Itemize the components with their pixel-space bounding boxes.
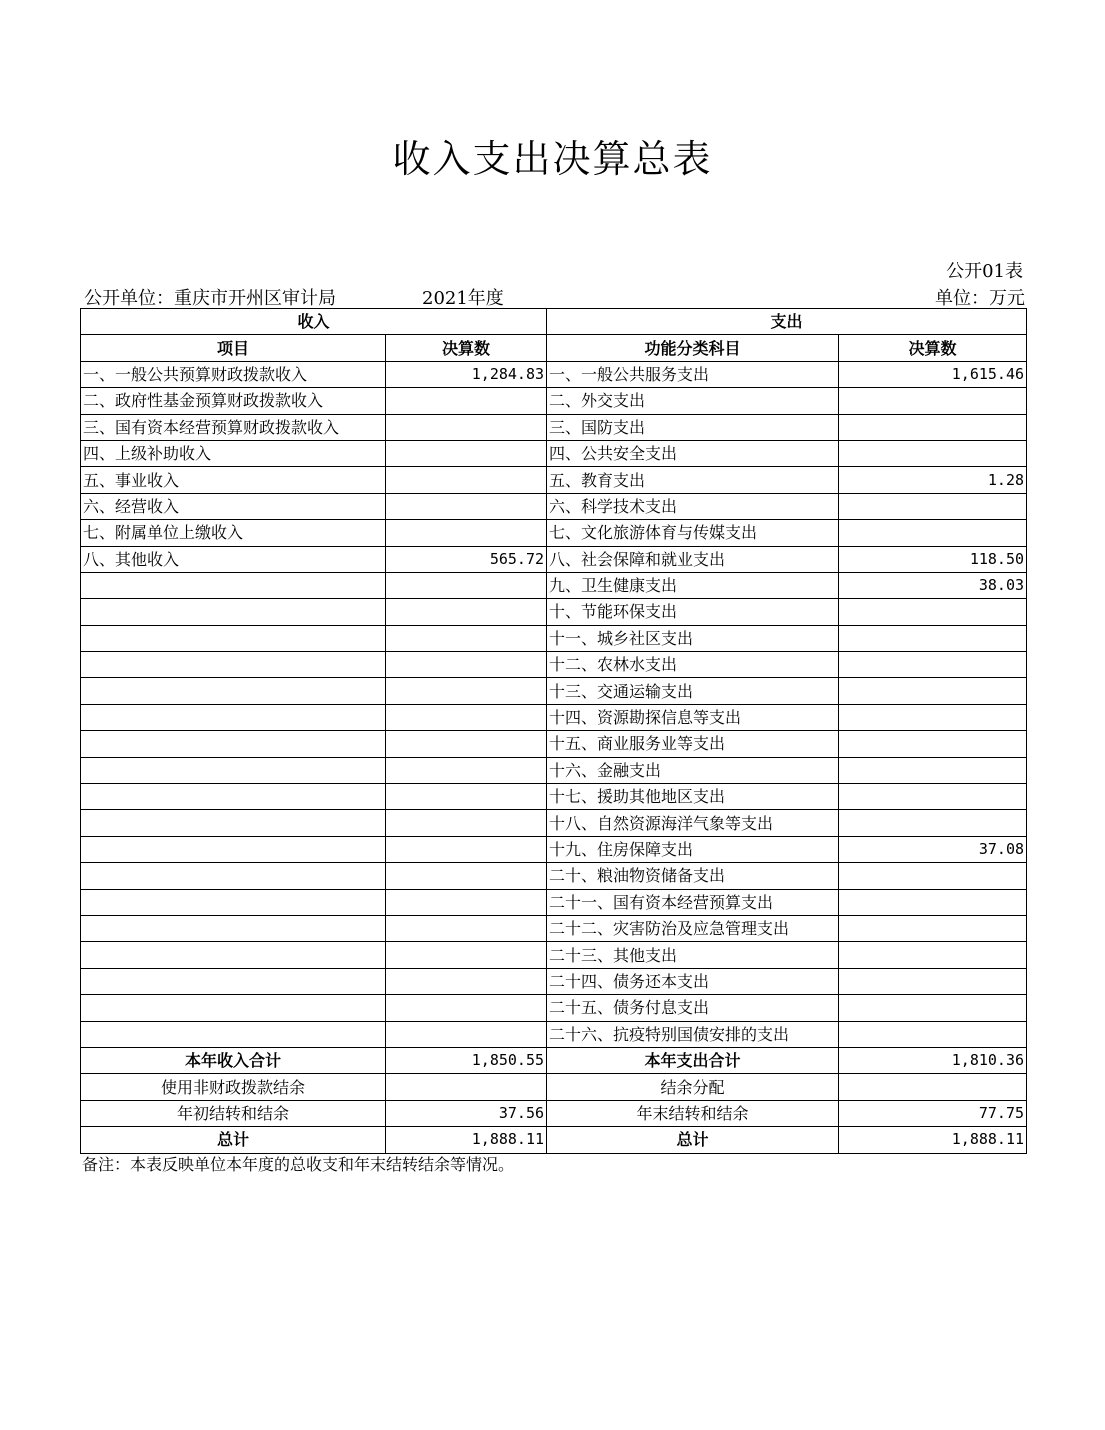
table-row: [81, 810, 1027, 836]
summary-row: [81, 1127, 1027, 1153]
table-row: [81, 493, 1027, 519]
expense-amount: [839, 889, 1027, 915]
header-row-1: [81, 309, 1027, 335]
expense-item: 四、公共安全支出: [547, 440, 839, 466]
expense-amount: [839, 599, 1027, 625]
income-amount: [386, 572, 547, 598]
income-amount: [386, 414, 547, 440]
expense-item: 六、科学技术支出: [547, 493, 839, 519]
income-item: [81, 625, 386, 651]
income-amount: [386, 915, 547, 941]
expense-item: 二十六、抗疫特别国债安排的支出: [547, 1021, 839, 1047]
unit-label: 单位：万元: [935, 288, 1025, 309]
expense-item: 十二、农林水支出: [547, 652, 839, 678]
expense-amount: 1,615.46: [839, 361, 1027, 387]
income-item: 二、政府性基金预算财政拨款收入: [81, 388, 386, 414]
income-amount: [386, 625, 547, 651]
income-item: 三、国有资本经营预算财政拨款收入: [81, 414, 386, 440]
expense-amount: [839, 968, 1027, 994]
income-amount: [386, 599, 547, 625]
expense-amount: [839, 520, 1027, 546]
income-item: [81, 889, 386, 915]
expense-item: 七、文化旅游体育与传媒支出: [547, 520, 839, 546]
expense-item: 十六、金融支出: [547, 757, 839, 783]
income-item: [81, 1021, 386, 1047]
org-name: 公开单位：重庆市开州区审计局: [84, 288, 336, 309]
budget-table: [80, 308, 1027, 1154]
expense-amount: [839, 678, 1027, 704]
summary-income-amount: 37.56: [386, 1100, 547, 1126]
table-row: [81, 757, 1027, 783]
expense-amount: 38.03: [839, 572, 1027, 598]
table-row: [81, 520, 1027, 546]
summary-income-amount: [386, 1074, 547, 1100]
income-amount: 565.72: [386, 546, 547, 572]
income-item: 七、附属单位上缴收入: [81, 520, 386, 546]
expense-item: 九、卫生健康支出: [547, 572, 839, 598]
summary-expense-label: 结余分配: [547, 1074, 839, 1100]
income-item: [81, 652, 386, 678]
summary-row: [81, 1047, 1027, 1073]
table-number: 公开01表: [946, 261, 1023, 282]
income-amount: [386, 520, 547, 546]
expense-amount: [839, 388, 1027, 414]
expense-item: 二十三、其他支出: [547, 942, 839, 968]
expense-item: 一、一般公共服务支出: [547, 361, 839, 387]
expense-amount: [839, 493, 1027, 519]
expense-item: 二十一、国有资本经营预算支出: [547, 889, 839, 915]
table-row: [81, 678, 1027, 704]
income-item: [81, 995, 386, 1021]
expense-item: 三、国防支出: [547, 414, 839, 440]
table-row: [81, 414, 1027, 440]
table-row: [81, 572, 1027, 598]
income-item: 五、事业收入: [81, 467, 386, 493]
table-row: [81, 915, 1027, 941]
table-row: [81, 889, 1027, 915]
income-item: [81, 678, 386, 704]
income-item: 八、其他收入: [81, 546, 386, 572]
income-amount: [386, 889, 547, 915]
expense-item: 二十、粮油物资储备支出: [547, 863, 839, 889]
footnote: 备注：本表反映单位本年度的总收支和年末结转结余等情况。: [82, 1155, 515, 1174]
expense-item: 二十四、债务还本支出: [547, 968, 839, 994]
amount2-header: 决算数: [839, 335, 1027, 361]
expense-item: 十四、资源勘探信息等支出: [547, 704, 839, 730]
income-amount: [386, 836, 547, 862]
expense-item: 五、教育支出: [547, 467, 839, 493]
income-amount: [386, 652, 547, 678]
income-item: [81, 731, 386, 757]
expense-header: 支出: [547, 309, 1027, 335]
expense-item: 十七、援助其他地区支出: [547, 784, 839, 810]
expense-item: 十、节能环保支出: [547, 599, 839, 625]
summary-expense-label: 本年支出合计: [547, 1047, 839, 1073]
income-amount: [386, 493, 547, 519]
income-amount: [386, 440, 547, 466]
header-row-2: [81, 335, 1027, 361]
table-row: [81, 599, 1027, 625]
income-amount: [386, 678, 547, 704]
income-amount: [386, 757, 547, 783]
summary-expense-label: 年末结转和结余: [547, 1100, 839, 1126]
income-item: 一、一般公共预算财政拨款收入: [81, 361, 386, 387]
expense-item: 二十五、债务付息支出: [547, 995, 839, 1021]
expense-amount: [839, 784, 1027, 810]
income-item: [81, 968, 386, 994]
table-row: [81, 968, 1027, 994]
income-amount: [386, 942, 547, 968]
table-row: [81, 388, 1027, 414]
expense-amount: [839, 731, 1027, 757]
table-row: [81, 440, 1027, 466]
income-item: [81, 704, 386, 730]
summary-expense-amount: [839, 1074, 1027, 1100]
summary-expense-amount: 1,810.36: [839, 1047, 1027, 1073]
table-row: [81, 863, 1027, 889]
expense-amount: [839, 757, 1027, 783]
income-item: [81, 599, 386, 625]
item-header: 项目: [81, 335, 386, 361]
summary-income-label: 使用非财政拨款结余: [81, 1074, 386, 1100]
income-item: [81, 915, 386, 941]
summary-income-label: 本年收入合计: [81, 1047, 386, 1073]
income-item: [81, 863, 386, 889]
expense-item: 二、外交支出: [547, 388, 839, 414]
income-item: [81, 836, 386, 862]
table-row: [81, 467, 1027, 493]
amount-header: 决算数: [386, 335, 547, 361]
income-amount: [386, 784, 547, 810]
table-row: [81, 546, 1027, 572]
expense-amount: [839, 440, 1027, 466]
expense-amount: [839, 704, 1027, 730]
income-amount: [386, 995, 547, 1021]
table-row: [81, 784, 1027, 810]
expense-amount: [839, 942, 1027, 968]
income-amount: [386, 1021, 547, 1047]
expense-amount: [839, 1021, 1027, 1047]
income-amount: [386, 467, 547, 493]
expense-item: 二十二、灾害防治及应急管理支出: [547, 915, 839, 941]
table-row: [81, 652, 1027, 678]
income-amount: [386, 968, 547, 994]
expense-item: 八、社会保障和就业支出: [547, 546, 839, 572]
expense-amount: 118.50: [839, 546, 1027, 572]
summary-income-amount: 1,888.11: [386, 1127, 547, 1153]
income-item: [81, 757, 386, 783]
page-title: 收入支出决算总表: [392, 137, 713, 181]
expense-amount: [839, 915, 1027, 941]
table-row: [81, 361, 1027, 387]
summary-income-label: 总计: [81, 1127, 386, 1153]
expense-amount: [839, 652, 1027, 678]
expense-amount: 1.28: [839, 467, 1027, 493]
income-item: 四、上级补助收入: [81, 440, 386, 466]
income-header: 收入: [81, 309, 547, 335]
income-amount: [386, 731, 547, 757]
fiscal-year: 2021年度: [422, 288, 504, 309]
expense-amount: [839, 414, 1027, 440]
expense-item: 十一、城乡社区支出: [547, 625, 839, 651]
income-amount: [386, 704, 547, 730]
table-row: [81, 625, 1027, 651]
expense-item: 十三、交通运输支出: [547, 678, 839, 704]
table-row: [81, 942, 1027, 968]
income-item: [81, 942, 386, 968]
table-row: [81, 995, 1027, 1021]
summary-row: [81, 1074, 1027, 1100]
expense-amount: [839, 995, 1027, 1021]
expense-item: 十五、商业服务业等支出: [547, 731, 839, 757]
income-amount: [386, 863, 547, 889]
summary-income-amount: 1,850.55: [386, 1047, 547, 1073]
summary-row: [81, 1100, 1027, 1126]
expense-amount: 37.08: [839, 836, 1027, 862]
income-item: [81, 810, 386, 836]
income-amount: 1,284.83: [386, 361, 547, 387]
expense-amount: [839, 625, 1027, 651]
income-item: [81, 784, 386, 810]
summary-income-label: 年初结转和结余: [81, 1100, 386, 1126]
income-item: [81, 572, 386, 598]
table-row: [81, 731, 1027, 757]
income-item: 六、经营收入: [81, 493, 386, 519]
summary-expense-amount: 1,888.11: [839, 1127, 1027, 1153]
table-row: [81, 1021, 1027, 1047]
expense-amount: [839, 810, 1027, 836]
summary-expense-amount: 77.75: [839, 1100, 1027, 1126]
expense-item: 十八、自然资源海洋气象等支出: [547, 810, 839, 836]
table-row: [81, 836, 1027, 862]
table-row: [81, 704, 1027, 730]
income-amount: [386, 388, 547, 414]
expense-amount: [839, 863, 1027, 889]
category-header: 功能分类科目: [547, 335, 839, 361]
summary-expense-label: 总计: [547, 1127, 839, 1153]
expense-item: 十九、住房保障支出: [547, 836, 839, 862]
income-amount: [386, 810, 547, 836]
